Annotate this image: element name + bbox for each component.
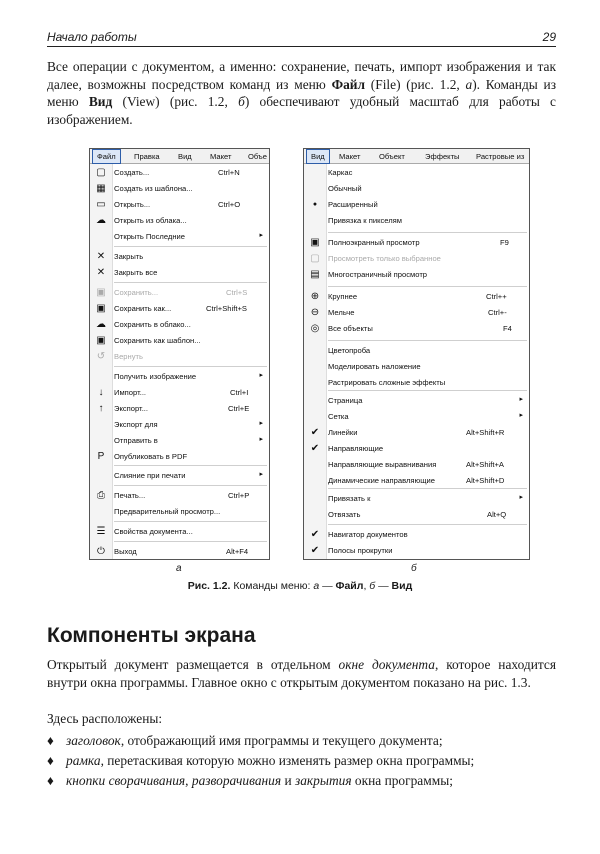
menu-icon: ⊕ [310, 291, 320, 302]
checkmark-icon: ✔ [310, 443, 320, 454]
menu-separator [328, 488, 527, 489]
file-menu-item-label: Отправить в [114, 436, 158, 445]
menu-icon: ◎ [310, 323, 320, 334]
file-menu-item-shortcut: Ctrl+Shift+S [206, 304, 247, 313]
menu-separator [328, 232, 527, 233]
view-menu-item-label: Цветопроба [328, 346, 371, 355]
file-menu-item[interactable] [90, 230, 269, 244]
view-menu-item[interactable] [304, 166, 529, 180]
submenu-arrow-icon: ▸ [259, 436, 263, 443]
radio-bullet-icon: ● [312, 201, 318, 208]
view-menu-screenshot [303, 148, 530, 560]
file-menu-item[interactable] [90, 370, 269, 384]
section-heading: Компоненты экрана [47, 624, 256, 647]
figure-label-b: б [411, 563, 417, 574]
view-menu-item[interactable] [304, 426, 529, 440]
open-folder-icon: ▭ [96, 199, 106, 210]
file-menu-item-label: Предварительный просмотр... [114, 507, 221, 516]
menu-separator [114, 465, 267, 466]
file-menu-item-label: Закрыть [114, 252, 144, 261]
menubar-bitmaps[interactable]: Растровые из [476, 152, 525, 161]
pdf-icon: P [97, 451, 105, 462]
file-menu-item[interactable] [90, 166, 269, 180]
file-menu-item[interactable] [90, 450, 269, 464]
revert-icon: ↺ [96, 351, 106, 362]
menu-separator [114, 485, 267, 486]
menubar-file[interactable]: Файл [92, 149, 121, 164]
submenu-arrow-icon: ▸ [519, 494, 523, 501]
file-menu-item[interactable] [90, 525, 269, 539]
view-menu-item-label: Направляющие выравнивания [328, 460, 437, 469]
view-menu-item[interactable] [304, 376, 529, 390]
menu-icon: ▣ [310, 237, 320, 248]
file-menu-item-shortcut: Alt+F4 [226, 547, 249, 556]
view-menu-item-label: Отвязать [328, 510, 361, 519]
file-menu-item-shortcut: Ctrl+E [228, 404, 250, 413]
section-paragraph-2: Здесь расположены: [47, 711, 163, 726]
running-header [47, 28, 556, 47]
file-menu-item-label: Свойства документа... [114, 527, 193, 536]
view-menu-item-label: Просмотреть только выбранное [328, 254, 441, 263]
file-menu-item-shortcut: Ctrl+P [228, 491, 250, 500]
file-menu-item[interactable] [90, 286, 269, 300]
view-menu-item[interactable] [304, 544, 529, 558]
view-menu-item[interactable] [304, 458, 529, 472]
file-menu-item[interactable] [90, 350, 269, 364]
file-menu-item-label: Экспорт... [114, 404, 149, 413]
file-menu-item-label: Открыть из облака... [114, 216, 187, 225]
menubar-layout[interactable]: Макет [339, 152, 361, 161]
view-menu-item[interactable] [304, 198, 529, 212]
view-menu-item-label: Динамические направляющие [328, 476, 435, 485]
view-menu-item[interactable] [304, 214, 529, 228]
file-menu-item[interactable] [90, 198, 269, 212]
view-menu-item-shortcut: Alt+Shift+D [466, 476, 505, 485]
view-menu-item[interactable] [304, 306, 529, 320]
checkmark-icon: ✔ [310, 529, 320, 540]
view-menu-item-label: Растрировать сложные эффекты [328, 378, 446, 387]
menubar-object[interactable]: Объект [379, 152, 405, 161]
file-menu-item[interactable] [90, 469, 269, 483]
view-menu-item[interactable] [304, 508, 529, 522]
submenu-arrow-icon: ▸ [259, 420, 263, 427]
file-menu-item[interactable] [90, 505, 269, 519]
file-menu-item[interactable] [90, 250, 269, 264]
view-menu-bar [304, 149, 529, 164]
view-menu-item-label: Полосы прокрутки [328, 546, 393, 555]
file-menu-item-label: Сохранить в облако... [114, 320, 191, 329]
view-menu-item-shortcut: F4 [503, 324, 512, 333]
file-menu-bar [90, 149, 269, 164]
new-doc-icon: ▢ [96, 167, 106, 178]
submenu-arrow-icon: ▸ [519, 412, 523, 419]
file-menu-item-label: Сохранить как... [114, 304, 172, 313]
menubar-effects[interactable]: Эффекты [425, 152, 460, 161]
view-menu-item-label: Мельче [328, 308, 355, 317]
view-menu-item[interactable] [304, 182, 529, 196]
view-menu-item-shortcut: Alt+Shift+A [466, 460, 504, 469]
file-menu-item-label: Импорт... [114, 388, 147, 397]
view-menu-item-label: Линейки [328, 428, 358, 437]
file-menu-item-label: Создать... [114, 168, 150, 177]
view-menu-item[interactable] [304, 290, 529, 304]
view-menu-item[interactable] [304, 474, 529, 488]
file-menu-item[interactable] [90, 545, 269, 559]
file-menu-item[interactable] [90, 489, 269, 503]
checkmark-icon: ✔ [310, 545, 320, 556]
file-menu-item-label: Открыть... [114, 200, 151, 209]
cloud-download-icon: ☁ [96, 215, 106, 226]
submenu-arrow-icon: ▸ [259, 232, 263, 239]
view-menu-item-label: Крупнее [328, 292, 358, 301]
view-menu-item[interactable] [304, 268, 529, 282]
properties-icon: ☰ [96, 526, 106, 537]
menu-separator [114, 541, 267, 542]
template-icon: ▦ [96, 183, 106, 194]
menu-separator [114, 246, 267, 247]
view-menu-item-shortcut: Ctrl++ [486, 292, 507, 301]
file-menu-item[interactable] [90, 318, 269, 332]
figure-caption: Рис. 1.2. Команды меню: а — Файл, б — Вид [187, 580, 413, 592]
section-paragraph: Открытый документ размещается в отдельном окне документа, которое находится внутри окна программы. Главное окно с открытым документом показано на рис. 1.3. [47, 657, 556, 690]
file-menu-item[interactable] [90, 418, 269, 432]
view-menu-item-shortcut: Ctrl+- [488, 308, 507, 317]
view-menu-item-shortcut: Alt+Q [487, 510, 507, 519]
file-menu-item-label: Опубликовать в PDF [114, 452, 188, 461]
file-menu-screenshot [89, 148, 270, 560]
menubar-view-selected[interactable]: Вид [306, 149, 330, 164]
view-menu-item-shortcut: F9 [500, 238, 509, 247]
file-menu-item-label: Получить изображение [114, 372, 197, 381]
menu-separator [114, 521, 267, 522]
menubar-edit[interactable]: Правка [134, 152, 160, 161]
file-menu-item-label: Сохранить как шаблон... [114, 336, 201, 345]
file-menu-item-label: Печать... [114, 491, 146, 500]
menu-separator [328, 524, 527, 525]
menu-separator [114, 366, 267, 367]
view-menu-item[interactable] [304, 252, 529, 266]
file-menu-item-label: Сохранить... [114, 288, 159, 297]
cloud-upload-icon: ☁ [96, 319, 106, 330]
file-menu-item[interactable] [90, 334, 269, 348]
view-menu-item-label: Все объекты [328, 324, 373, 333]
submenu-arrow-icon: ▸ [259, 471, 263, 478]
submenu-arrow-icon: ▸ [519, 396, 523, 403]
file-menu-item[interactable] [90, 434, 269, 448]
menu-icon: ⊖ [310, 307, 320, 318]
file-menu-item[interactable] [90, 302, 269, 316]
file-menu-item-label: Слияние при печати [114, 471, 186, 480]
file-menu-item-label: Выход [114, 547, 137, 556]
view-menu-item-label: Каркас [328, 168, 353, 177]
view-menu-item[interactable] [304, 322, 529, 336]
close-all-icon: ✕ [96, 267, 106, 278]
menu-separator [114, 282, 267, 283]
view-menu-item[interactable] [304, 410, 529, 424]
menu-separator [328, 340, 527, 341]
view-menu-item-label: Многостраничный просмотр [328, 270, 428, 279]
file-menu-item-shortcut: Ctrl+I [230, 388, 249, 397]
file-menu-item-label: Вернуть [114, 352, 143, 361]
view-menu-item-label: Сетка [328, 412, 349, 421]
view-menu-item-label: Страница [328, 396, 363, 405]
menu-icon: ▤ [310, 269, 320, 280]
view-menu-item[interactable] [304, 344, 529, 358]
file-menu-item[interactable] [90, 386, 269, 400]
close-doc-icon: ✕ [96, 251, 106, 262]
menu-separator [328, 390, 527, 391]
view-menu-item[interactable] [304, 442, 529, 456]
menubar-layout[interactable]: Макет [210, 152, 232, 161]
file-menu-item[interactable] [90, 182, 269, 196]
file-menu-item-shortcut: Ctrl+O [218, 200, 241, 209]
view-menu-item-label: Обычный [328, 184, 362, 193]
file-menu-item-label: Создать из шаблона... [114, 184, 193, 193]
view-menu-item-shortcut: Alt+Shift+R [466, 428, 505, 437]
view-menu-item-label: Направляющие [328, 444, 384, 453]
save-icon: ▣ [96, 287, 106, 298]
file-menu-item[interactable] [90, 266, 269, 280]
file-menu-item[interactable] [90, 402, 269, 416]
view-menu-item[interactable] [304, 394, 529, 408]
print-icon: ⎙ [97, 490, 105, 501]
view-menu-item-label: Моделировать наложение [328, 362, 421, 371]
file-menu-item-label: Экспорт для [114, 420, 158, 429]
power-icon: ⏻ [97, 546, 105, 557]
view-menu-item[interactable] [304, 528, 529, 542]
menu-separator [328, 286, 527, 287]
view-menu-item[interactable] [304, 360, 529, 374]
save-as-icon: ▣ [96, 303, 106, 314]
menu-icon: ▢ [310, 253, 320, 264]
submenu-arrow-icon: ▸ [259, 372, 263, 379]
export-icon: ↑ [98, 403, 104, 414]
figure-label-a: а [176, 563, 182, 574]
file-menu-item[interactable] [90, 214, 269, 228]
menubar-view[interactable]: Вид [178, 152, 192, 161]
file-menu-item-label: Открыть Последние [114, 232, 185, 241]
section-title: Начало работы [47, 30, 137, 44]
view-menu-item-label: Полноэкранный просмотр [328, 238, 420, 247]
save-template-icon: ▣ [96, 335, 106, 346]
file-menu-item-shortcut: Ctrl+N [218, 168, 240, 177]
intro-paragraph: Все операции с документом, а именно: сохранение, печать, импорт изображения и так далее, возможны посредством команд из меню Файл (File) (рис. 1.2, а). Команды из меню Вид (View) (рис. 1.2, б) обеспечивают удобный масштаб для работы с изображением. [47, 59, 557, 127]
view-menu-item-label: Расширенный [328, 200, 378, 209]
view-menu-item-label: Навигатор документов [328, 530, 408, 539]
file-menu-item-shortcut: Ctrl+S [226, 288, 248, 297]
view-menu-item[interactable] [304, 236, 529, 250]
menubar-object[interactable]: Объе [248, 152, 267, 161]
page-number: 29 [542, 30, 556, 44]
file-menu-item-label: Закрыть все [114, 268, 158, 277]
view-menu-item-label: Привязать к [328, 494, 371, 503]
view-menu-item-label: Привязка к пикселям [328, 216, 403, 225]
view-menu-item[interactable] [304, 492, 529, 506]
checkmark-icon: ✔ [310, 427, 320, 438]
import-icon: ↓ [98, 387, 104, 398]
